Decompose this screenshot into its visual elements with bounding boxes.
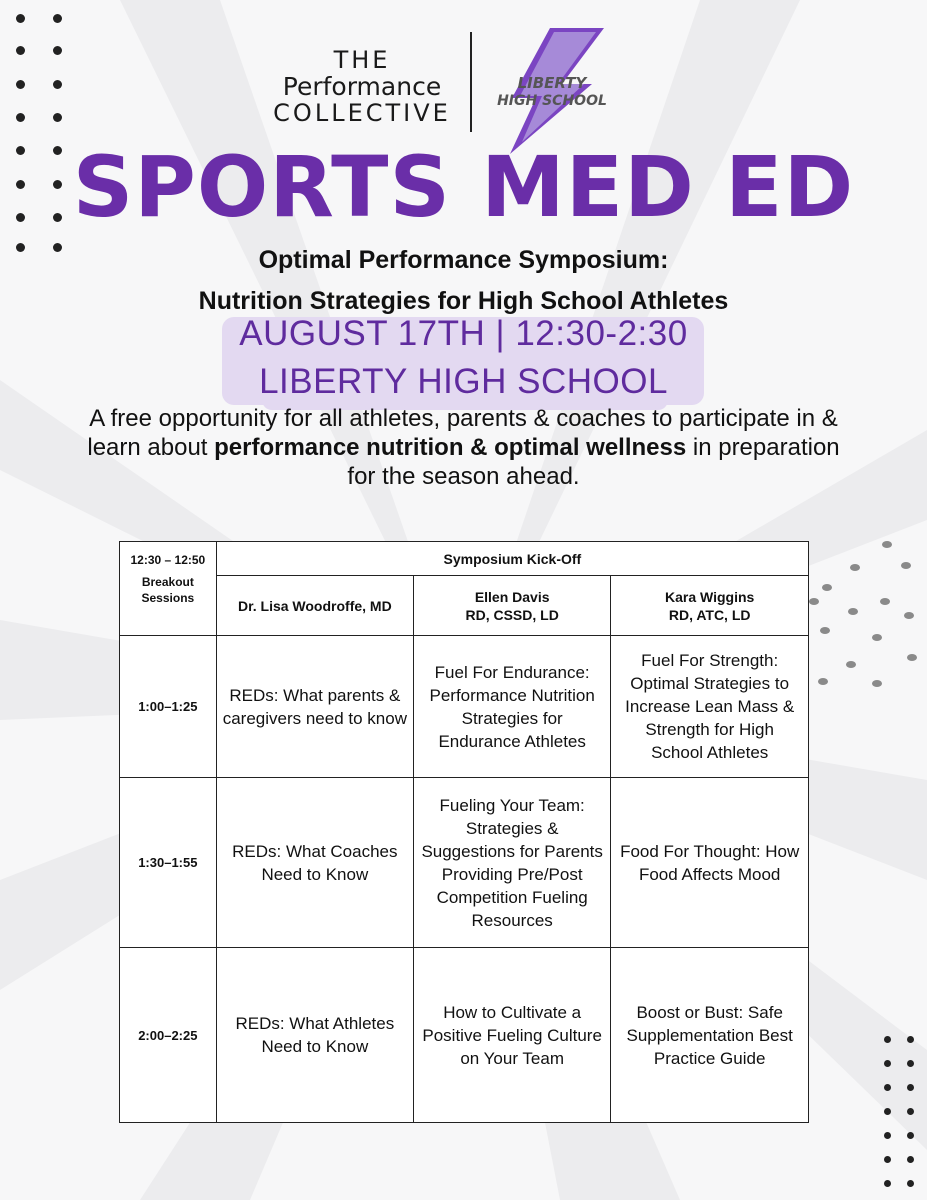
- event-description: [80, 404, 847, 491]
- session-cell: Fuel For Strength: Optimal Strategies to Increase Lean Mass & Strength for High School Athletes: [611, 636, 809, 778]
- table-row: [120, 778, 809, 948]
- event-date-time: AUGUST 17TH | 12:30-2:30: [239, 314, 688, 353]
- table-row-speakers: [120, 576, 809, 636]
- speaker-name: Kara Wiggins: [665, 588, 755, 605]
- session-cell: REDs: What parents & caregivers need to know: [216, 636, 413, 778]
- event-location: LIBERTY HIGH SCHOOL: [259, 362, 668, 401]
- school-logo-line2: HIGH SCHOOL: [497, 93, 607, 109]
- table-row-kickoff: [120, 542, 809, 576]
- session-time: 1:30–1:55: [120, 778, 217, 948]
- session-cell: Fueling Your Team: Strategies & Suggestions for Parents Providing Pre/Post Competition Fueling Resources: [413, 778, 610, 948]
- description-part-2: in preparation for the season ahead.: [347, 434, 840, 490]
- speaker-credentials: RD, CSSD, LD: [465, 606, 559, 623]
- session-cell: Fuel For Endurance: Performance Nutrition Strategies for Endurance Athletes: [413, 636, 610, 778]
- session-cell: REDs: What Coaches Need to Know: [216, 778, 413, 948]
- session-cell: REDs: What Athletes Need to Know: [216, 948, 413, 1123]
- session-cell: How to Cultivate a Positive Fueling Culture on Your Team: [413, 948, 610, 1123]
- session-cell: Boost or Bust: Safe Supplementation Best Practice Guide: [611, 948, 809, 1123]
- school-logo-line1: LIBERTY: [517, 74, 587, 92]
- kickoff-time: 12:30 – 12:50: [130, 553, 206, 567]
- kickoff-time-cell: [120, 542, 217, 636]
- speaker-header-3: [611, 576, 809, 636]
- logo-divider: [470, 32, 472, 132]
- performance-collective-logo: [272, 48, 452, 125]
- description-part-1: A free opportunity for all athletes, parents & coaches to participate in & learn about: [87, 405, 838, 461]
- kickoff-label: Symposium Kick-Off: [216, 542, 808, 576]
- speaker-header-2: [413, 576, 610, 636]
- speaker-header-1: [216, 576, 413, 636]
- description-bold: performance nutrition & optimal wellness: [214, 434, 687, 461]
- speaker-credentials: RD, ATC, LD: [668, 606, 751, 623]
- table-row: [120, 948, 809, 1123]
- liberty-lightning-bolt-logo: [492, 26, 612, 156]
- subtitle-line-1: Optimal Performance Symposium:: [258, 246, 669, 274]
- page-title: SPORTS MED ED: [72, 138, 855, 236]
- logo-performance: Performance: [282, 72, 442, 101]
- speaker-name: Dr. Lisa Woodroffe, MD: [237, 597, 392, 614]
- subtitle-line-2: Nutrition Strategies for High School Athletes: [198, 287, 729, 315]
- table-row: [120, 636, 809, 778]
- breakout-label: Breakout Sessions: [141, 575, 195, 605]
- speaker-name: Ellen Davis: [474, 588, 550, 605]
- session-cell: Food For Thought: How Food Affects Mood: [611, 778, 809, 948]
- schedule-table: [119, 541, 809, 1123]
- session-time: 1:00–1:25: [120, 636, 217, 778]
- logo-collective: COLLECTIVE: [273, 99, 451, 127]
- session-time: 2:00–2:25: [120, 948, 217, 1123]
- logo-the: THE: [333, 46, 391, 74]
